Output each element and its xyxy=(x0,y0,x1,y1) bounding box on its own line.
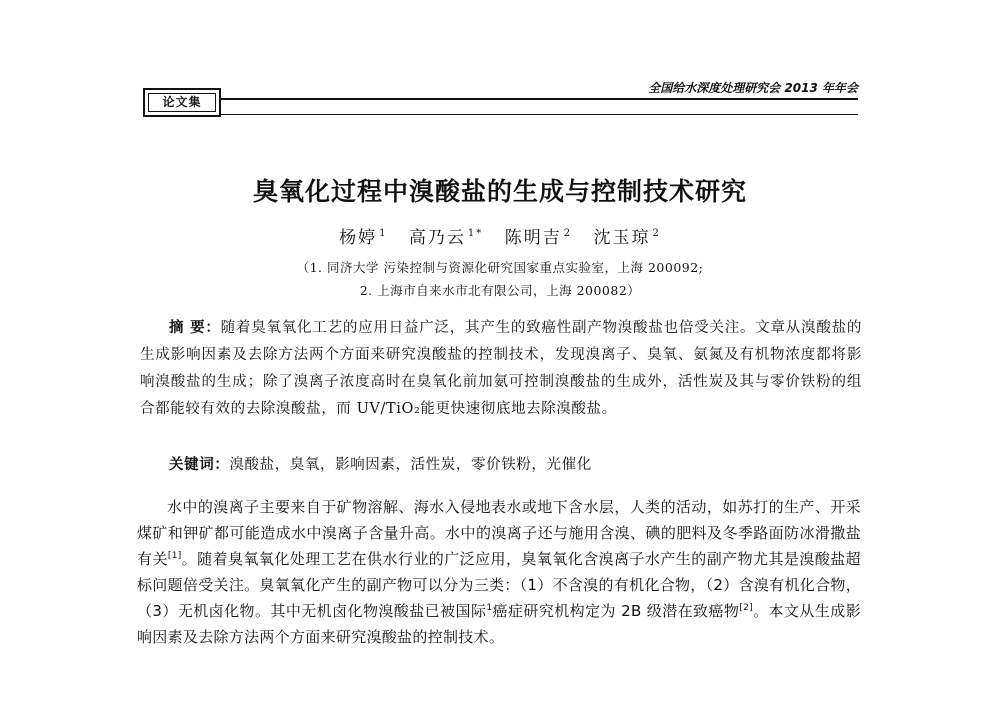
header-rule-thick xyxy=(221,98,858,100)
author: 高乃云 $^{1*}$ xyxy=(408,228,484,248)
keywords xyxy=(140,452,862,479)
page-header xyxy=(0,0,1000,125)
citation: [1] xyxy=(167,551,182,561)
author: 杨婷 $^1$ xyxy=(339,228,388,248)
citation: [2] xyxy=(739,603,753,613)
affiliation-line: 2. 上海市自来水市北有限公司，上海 200082） xyxy=(359,283,641,298)
affiliation-line: （1. 同济大学 污染控制与资源化研究国家重点实验室，上海 200092; xyxy=(296,260,704,275)
footnote-mark: 1 xyxy=(486,603,493,613)
keywords-label: 关键词： xyxy=(169,457,230,473)
author: 陈明吉 $^2$ xyxy=(504,228,573,248)
abstract xyxy=(140,315,862,423)
body-paragraph: 水中的溴离子主要来自于矿物溶解、海水入侵地表水或地下含水层，人类的活动，如苏打的生产、开采煤矿和钾矿都可能造成水中溴离子含量升高。水中的溴离子还与施用含溴、碘的肥料及冬季路面防冰滑撒盐有关[1]。随着臭氧氧化处理工艺在供水行业的广泛应用，臭氧氧化含溴离子水产生的副产物尤其是溴酸盐超标问题倍受关注。臭氧氧化产生的副产物可以分为三类：（1）不含溴的有机化合物，（2）含溴有机化合物，（3）无机卤化物。其中无机卤化物溴酸盐已被国际$^1$癌症研究机构定为 2B 级潜在致癌物[2]。本文从生成影响因素及去除方法两个方面来研究溴酸盐的控制技术。 xyxy=(137,498,861,646)
author: 沈玉琼 $^2$ xyxy=(593,228,661,248)
paper-title: 臭氧化过程中溴酸盐的生成与控制技术研究 xyxy=(252,177,747,206)
author-list xyxy=(0,223,1000,248)
conference-name: 全国给水深度处理研究会 2013 年年会 xyxy=(648,81,858,95)
abstract-label: 摘 要： xyxy=(169,320,221,336)
section-label-box: 论文集 xyxy=(143,88,221,117)
abstract-text: 随着臭氧氧化工艺的应用日益广泛，其产生的致癌性副产物溴酸盐也倍受关注。文章从溴酸盐的生成影响因素及去除方法两个方面来研究溴酸盐的控制技术，发现溴离子、臭氧、氨氮及有机物浓度都将影响溴酸盐的生成；除了溴离子浓度高时在臭氧化前加氨可控制溴酸盐的生成外，活性炭及其与零价铁粉的组合都能较有效的去除溴酸盐，而 UV/TiO₂能更快速彻底地去除溴酸盐。 xyxy=(140,320,862,417)
keywords-text: 溴酸盐，臭氧，影响因素，活性炭，零价铁粉，光催化 xyxy=(229,457,592,473)
header-rule-thin xyxy=(221,114,858,115)
